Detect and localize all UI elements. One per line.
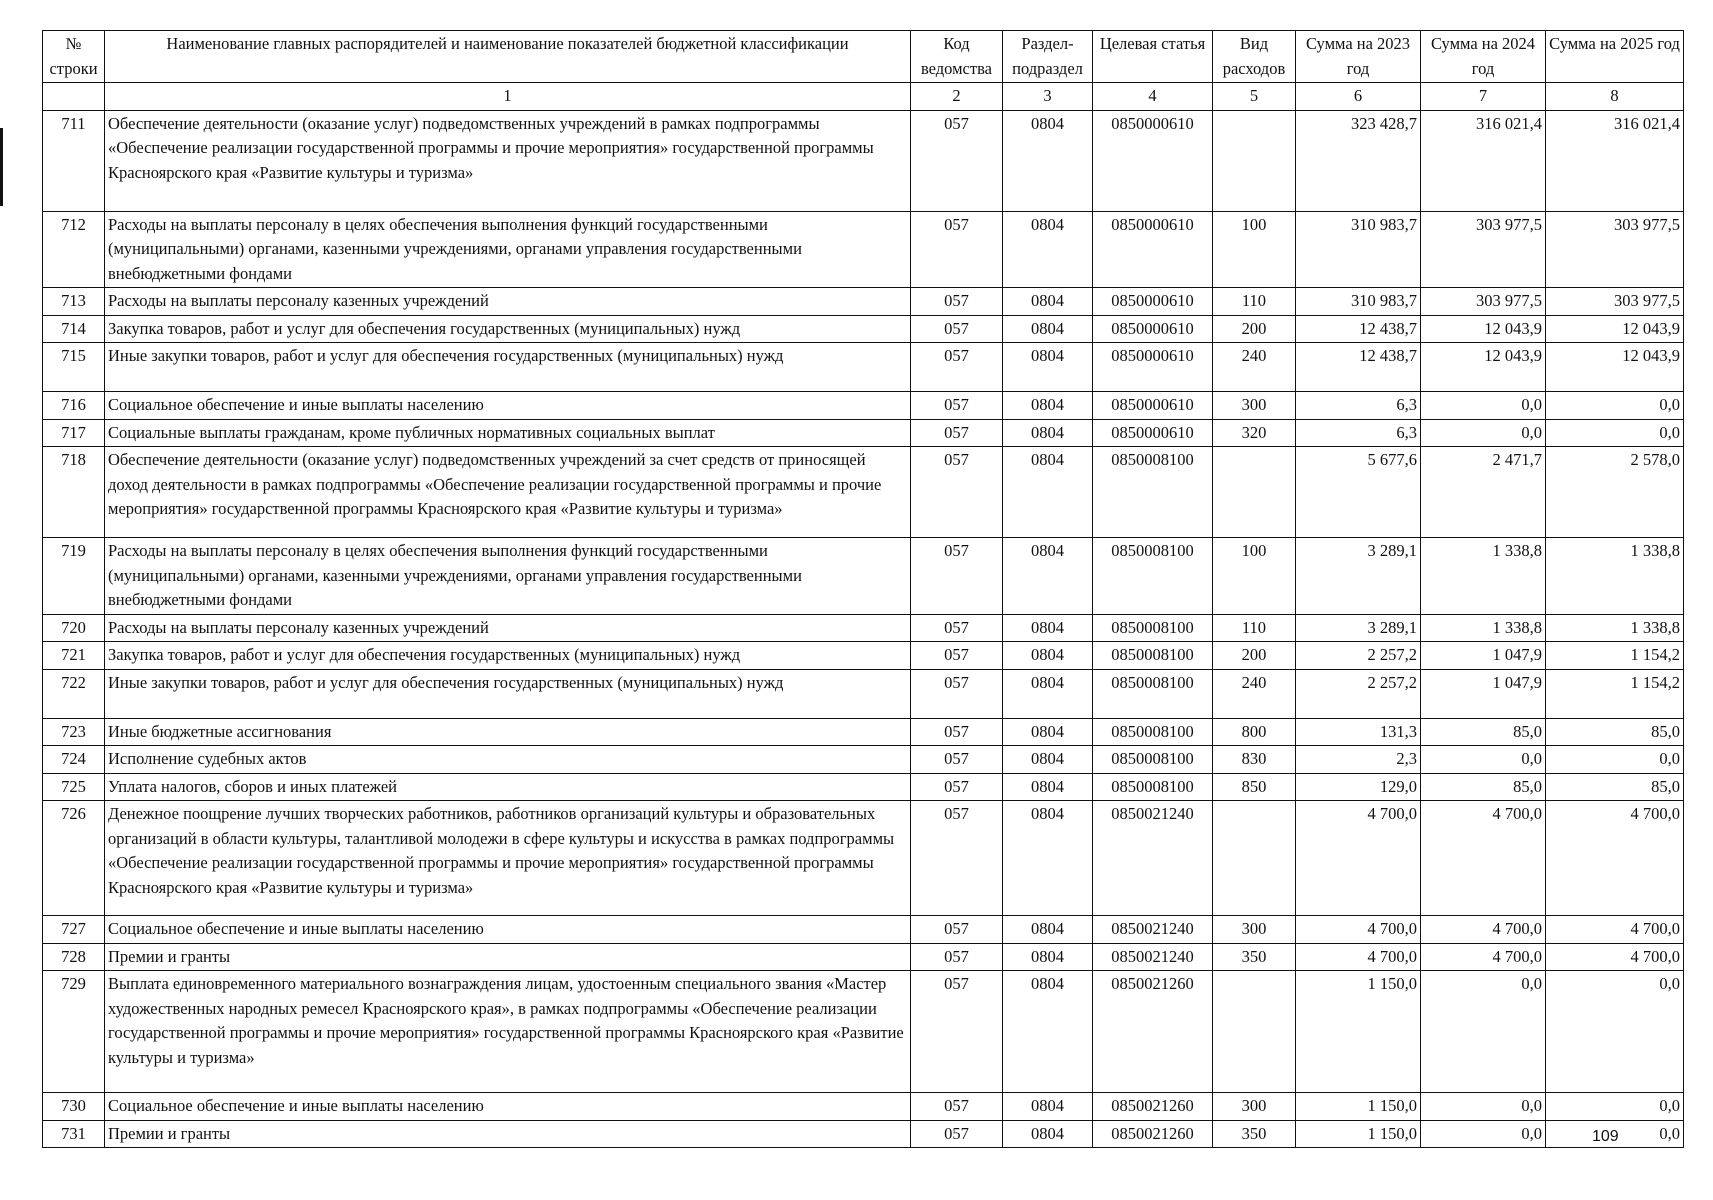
- sum-2025-cell: 0,0: [1546, 971, 1684, 1093]
- target-cell: 0850000610: [1093, 211, 1213, 288]
- row-number-cell: 722: [43, 669, 105, 718]
- section-cell: 0804: [1003, 614, 1093, 642]
- header-sum-2024: Сумма на 2024 год: [1421, 31, 1546, 83]
- table-row: [43, 614, 1684, 642]
- table-row: [43, 392, 1684, 420]
- target-cell: 0850000610: [1093, 419, 1213, 447]
- section-cell: 0804: [1003, 746, 1093, 774]
- kind-cell: [1213, 971, 1296, 1093]
- sum-2024-cell: 12 043,9: [1421, 343, 1546, 392]
- sum-2024-cell: 4 700,0: [1421, 943, 1546, 971]
- column-number: 4: [1093, 83, 1213, 111]
- name-cell: Уплата налогов, сборов и иных платежей: [105, 773, 911, 801]
- section-cell: 0804: [1003, 211, 1093, 288]
- dept-code-cell: 057: [911, 343, 1003, 392]
- sum-2023-cell: 310 983,7: [1296, 211, 1421, 288]
- table-row: [43, 447, 1684, 538]
- sum-2023-cell: 3 289,1: [1296, 614, 1421, 642]
- table-row: [43, 1093, 1684, 1121]
- row-number-cell: 721: [43, 642, 105, 670]
- sum-2024-cell: 0,0: [1421, 1120, 1546, 1148]
- section-cell: 0804: [1003, 110, 1093, 211]
- sum-2024-cell: 0,0: [1421, 746, 1546, 774]
- name-cell: Социальное обеспечение и иные выплаты населению: [105, 392, 911, 420]
- kind-cell: 300: [1213, 392, 1296, 420]
- sum-2025-cell: 1 154,2: [1546, 669, 1684, 718]
- column-number: [43, 83, 105, 111]
- dept-code-cell: 057: [911, 614, 1003, 642]
- row-number-cell: 716: [43, 392, 105, 420]
- name-cell: Социальное обеспечение и иные выплаты населению: [105, 1093, 911, 1121]
- sum-2023-cell: 1 150,0: [1296, 1093, 1421, 1121]
- kind-cell: 100: [1213, 211, 1296, 288]
- sum-2024-cell: 0,0: [1421, 1093, 1546, 1121]
- sum-2025-cell: 0,0: [1546, 1120, 1684, 1148]
- sum-2023-cell: 129,0: [1296, 773, 1421, 801]
- sum-2025-cell: 12 043,9: [1546, 343, 1684, 392]
- dept-code-cell: 057: [911, 746, 1003, 774]
- name-cell: Закупка товаров, работ и услуг для обеспечения государственных (муниципальных) нужд: [105, 315, 911, 343]
- sum-2025-cell: 0,0: [1546, 1093, 1684, 1121]
- sum-2023-cell: 5 677,6: [1296, 447, 1421, 538]
- section-cell: 0804: [1003, 1120, 1093, 1148]
- name-cell: Обеспечение деятельности (оказание услуг) подведомственных учреждений за счет средств от приносящей доход деятельности в рамках подпрограммы «Обеспечение реализации государственной программы и прочие мероприятия» государственной программы Красноярского края «Развитие культуры и туризма»: [105, 447, 911, 538]
- sum-2025-cell: 1 338,8: [1546, 614, 1684, 642]
- header-sum-2023: Сумма на 2023 год: [1296, 31, 1421, 83]
- kind-cell: 830: [1213, 746, 1296, 774]
- name-cell: Премии и гранты: [105, 943, 911, 971]
- target-cell: 0850021260: [1093, 1120, 1213, 1148]
- sum-2023-cell: 12 438,7: [1296, 343, 1421, 392]
- row-number-cell: 731: [43, 1120, 105, 1148]
- row-number-cell: 723: [43, 718, 105, 746]
- table-row: [43, 642, 1684, 670]
- name-cell: Денежное поощрение лучших творческих работников, работников организаций культуры и образовательных организаций в области культуры, талантливой молодежи в сфере культуры и искусства в рамках подпрограммы «Обеспечение реализации государственной программы и прочие мероприятия» государственной программы Красноярского края «Развитие культуры и туризма»: [105, 801, 911, 916]
- table-row: [43, 801, 1684, 916]
- sum-2025-cell: 0,0: [1546, 419, 1684, 447]
- dept-code-cell: 057: [911, 288, 1003, 316]
- section-cell: 0804: [1003, 773, 1093, 801]
- row-number-cell: 718: [43, 447, 105, 538]
- section-cell: 0804: [1003, 718, 1093, 746]
- kind-cell: 110: [1213, 614, 1296, 642]
- section-cell: 0804: [1003, 669, 1093, 718]
- sum-2023-cell: 310 983,7: [1296, 288, 1421, 316]
- sum-2024-cell: 0,0: [1421, 419, 1546, 447]
- section-cell: 0804: [1003, 315, 1093, 343]
- dept-code-cell: 057: [911, 718, 1003, 746]
- section-cell: 0804: [1003, 642, 1093, 670]
- row-number-cell: 724: [43, 746, 105, 774]
- dept-code-cell: 057: [911, 1093, 1003, 1121]
- sum-2024-cell: 12 043,9: [1421, 315, 1546, 343]
- sum-2025-cell: 1 154,2: [1546, 642, 1684, 670]
- name-cell: Иные бюджетные ассигнования: [105, 718, 911, 746]
- dept-code-cell: 057: [911, 538, 1003, 615]
- sum-2023-cell: 12 438,7: [1296, 315, 1421, 343]
- dept-code-cell: 057: [911, 315, 1003, 343]
- kind-cell: 800: [1213, 718, 1296, 746]
- sum-2025-cell: 85,0: [1546, 718, 1684, 746]
- section-cell: 0804: [1003, 538, 1093, 615]
- page-number: 109: [1592, 1128, 1619, 1145]
- target-cell: 0850008100: [1093, 447, 1213, 538]
- kind-cell: 320: [1213, 419, 1296, 447]
- sum-2025-cell: 316 021,4: [1546, 110, 1684, 211]
- table-row: [43, 538, 1684, 615]
- target-cell: 0850008100: [1093, 773, 1213, 801]
- kind-cell: [1213, 447, 1296, 538]
- name-cell: Расходы на выплаты персоналу казенных учреждений: [105, 288, 911, 316]
- table-row: [43, 971, 1684, 1093]
- row-number-cell: 711: [43, 110, 105, 211]
- section-cell: 0804: [1003, 801, 1093, 916]
- sum-2025-cell: 0,0: [1546, 392, 1684, 420]
- sum-2024-cell: 303 977,5: [1421, 211, 1546, 288]
- sum-2025-cell: 303 977,5: [1546, 211, 1684, 288]
- sum-2023-cell: 3 289,1: [1296, 538, 1421, 615]
- sum-2023-cell: 1 150,0: [1296, 971, 1421, 1093]
- column-number-row: [43, 83, 1684, 111]
- column-number: 6: [1296, 83, 1421, 111]
- section-cell: 0804: [1003, 943, 1093, 971]
- target-cell: 0850000610: [1093, 288, 1213, 316]
- name-cell: Расходы на выплаты персоналу в целях обеспечения выполнения функций государственными (муниципальными) органами, казенными учреждениями, органами управления государственными внебюджетными фондами: [105, 538, 911, 615]
- row-number-cell: 729: [43, 971, 105, 1093]
- sum-2023-cell: 2,3: [1296, 746, 1421, 774]
- sum-2025-cell: 2 578,0: [1546, 447, 1684, 538]
- sum-2023-cell: 131,3: [1296, 718, 1421, 746]
- budget-table: [42, 30, 1684, 1148]
- dept-code-cell: 057: [911, 1120, 1003, 1148]
- row-number-cell: 730: [43, 1093, 105, 1121]
- kind-cell: 850: [1213, 773, 1296, 801]
- dept-code-cell: 057: [911, 773, 1003, 801]
- sum-2025-cell: 303 977,5: [1546, 288, 1684, 316]
- name-cell: Иные закупки товаров, работ и услуг для обеспечения государственных (муниципальных) нужд: [105, 669, 911, 718]
- sum-2024-cell: 1 338,8: [1421, 538, 1546, 615]
- table-row: [43, 943, 1684, 971]
- sum-2024-cell: 85,0: [1421, 773, 1546, 801]
- dept-code-cell: 057: [911, 916, 1003, 944]
- target-cell: 0850021240: [1093, 943, 1213, 971]
- sum-2024-cell: 4 700,0: [1421, 801, 1546, 916]
- name-cell: Социальное обеспечение и иные выплаты населению: [105, 916, 911, 944]
- name-cell: Обеспечение деятельности (оказание услуг) подведомственных учреждений в рамках подпрограммы «Обеспечение реализации государственной программы и прочие мероприятия» государственной программы Красноярского края «Развитие культуры и туризма»: [105, 110, 911, 211]
- sum-2024-cell: 2 471,7: [1421, 447, 1546, 538]
- dept-code-cell: 057: [911, 211, 1003, 288]
- kind-cell: [1213, 801, 1296, 916]
- target-cell: 0850008100: [1093, 718, 1213, 746]
- target-cell: 0850008100: [1093, 642, 1213, 670]
- table-body: [43, 110, 1684, 1148]
- dept-code-cell: 057: [911, 447, 1003, 538]
- column-number: 3: [1003, 83, 1093, 111]
- sum-2025-cell: 4 700,0: [1546, 916, 1684, 944]
- target-cell: 0850008100: [1093, 669, 1213, 718]
- target-cell: 0850008100: [1093, 614, 1213, 642]
- kind-cell: 350: [1213, 943, 1296, 971]
- sum-2025-cell: 12 043,9: [1546, 315, 1684, 343]
- row-number-cell: 728: [43, 943, 105, 971]
- kind-cell: 300: [1213, 1093, 1296, 1121]
- kind-cell: 200: [1213, 642, 1296, 670]
- sum-2023-cell: 4 700,0: [1296, 943, 1421, 971]
- kind-cell: 350: [1213, 1120, 1296, 1148]
- section-cell: 0804: [1003, 288, 1093, 316]
- sum-2023-cell: 6,3: [1296, 392, 1421, 420]
- name-cell: Премии и гранты: [105, 1120, 911, 1148]
- target-cell: 0850021240: [1093, 801, 1213, 916]
- column-number: 1: [105, 83, 911, 111]
- kind-cell: [1213, 110, 1296, 211]
- table-row: [43, 315, 1684, 343]
- sum-2025-cell: 4 700,0: [1546, 801, 1684, 916]
- section-cell: 0804: [1003, 971, 1093, 1093]
- dept-code-cell: 057: [911, 392, 1003, 420]
- section-cell: 0804: [1003, 447, 1093, 538]
- table-row: [43, 773, 1684, 801]
- row-number-cell: 726: [43, 801, 105, 916]
- target-cell: 0850000610: [1093, 343, 1213, 392]
- sum-2025-cell: 1 338,8: [1546, 538, 1684, 615]
- target-cell: 0850021240: [1093, 916, 1213, 944]
- section-cell: 0804: [1003, 916, 1093, 944]
- name-cell: Социальные выплаты гражданам, кроме публичных нормативных социальных выплат: [105, 419, 911, 447]
- sum-2023-cell: 1 150,0: [1296, 1120, 1421, 1148]
- section-cell: 0804: [1003, 1093, 1093, 1121]
- name-cell: Выплата единовременного материального вознаграждения лицам, удостоенным специального звания «Мастер художественных народных ремесел Красноярского края», в рамках подпрограммы «Обеспечение реализации государственной программы и прочие мероприятия» государственной программы Красноярского края «Развитие культуры и туризма»: [105, 971, 911, 1093]
- table-row: [43, 1120, 1684, 1148]
- name-cell: Иные закупки товаров, работ и услуг для обеспечения государственных (муниципальных) нужд: [105, 343, 911, 392]
- header-dept-code: Код ведомства: [911, 31, 1003, 83]
- dept-code-cell: 057: [911, 642, 1003, 670]
- sum-2024-cell: 316 021,4: [1421, 110, 1546, 211]
- sum-2023-cell: 4 700,0: [1296, 916, 1421, 944]
- section-cell: 0804: [1003, 419, 1093, 447]
- row-number-cell: 714: [43, 315, 105, 343]
- name-cell: Расходы на выплаты персоналу в целях обеспечения выполнения функций государственными (муниципальными) органами, казенными учреждениями, органами управления государственными внебюджетными фондами: [105, 211, 911, 288]
- scan-margin-mark: [0, 128, 3, 206]
- header-name: Наименование главных распорядителей и наименование показателей бюджетной классификации: [105, 31, 911, 83]
- sum-2024-cell: 0,0: [1421, 392, 1546, 420]
- header-target: Целевая статья: [1093, 31, 1213, 83]
- row-number-cell: 719: [43, 538, 105, 615]
- kind-cell: 240: [1213, 343, 1296, 392]
- row-number-cell: 720: [43, 614, 105, 642]
- row-number-cell: 715: [43, 343, 105, 392]
- sum-2023-cell: 2 257,2: [1296, 669, 1421, 718]
- column-number: 2: [911, 83, 1003, 111]
- sum-2023-cell: 6,3: [1296, 419, 1421, 447]
- kind-cell: 110: [1213, 288, 1296, 316]
- section-cell: 0804: [1003, 343, 1093, 392]
- table-row: [43, 916, 1684, 944]
- dept-code-cell: 057: [911, 801, 1003, 916]
- sum-2024-cell: 1 338,8: [1421, 614, 1546, 642]
- section-cell: 0804: [1003, 392, 1093, 420]
- kind-cell: 200: [1213, 315, 1296, 343]
- table-row: [43, 343, 1684, 392]
- sum-2024-cell: 0,0: [1421, 971, 1546, 1093]
- sum-2023-cell: 2 257,2: [1296, 642, 1421, 670]
- dept-code-cell: 057: [911, 943, 1003, 971]
- target-cell: 0850000610: [1093, 315, 1213, 343]
- table-row: [43, 669, 1684, 718]
- sum-2023-cell: 323 428,7: [1296, 110, 1421, 211]
- row-number-cell: 712: [43, 211, 105, 288]
- kind-cell: 100: [1213, 538, 1296, 615]
- target-cell: 0850000610: [1093, 110, 1213, 211]
- sum-2024-cell: 303 977,5: [1421, 288, 1546, 316]
- dept-code-cell: 057: [911, 110, 1003, 211]
- row-number-cell: 713: [43, 288, 105, 316]
- sum-2024-cell: 85,0: [1421, 718, 1546, 746]
- name-cell: Расходы на выплаты персоналу казенных учреждений: [105, 614, 911, 642]
- kind-cell: 240: [1213, 669, 1296, 718]
- target-cell: 0850008100: [1093, 538, 1213, 615]
- sum-2025-cell: 0,0: [1546, 746, 1684, 774]
- row-number-cell: 717: [43, 419, 105, 447]
- table-row: [43, 746, 1684, 774]
- table-row: [43, 288, 1684, 316]
- header-kind: Вид расходов: [1213, 31, 1296, 83]
- row-number-cell: 727: [43, 916, 105, 944]
- header-section: Раздел-подраздел: [1003, 31, 1093, 83]
- sum-2023-cell: 4 700,0: [1296, 801, 1421, 916]
- column-number: 7: [1421, 83, 1546, 111]
- dept-code-cell: 057: [911, 419, 1003, 447]
- name-cell: Закупка товаров, работ и услуг для обеспечения государственных (муниципальных) нужд: [105, 642, 911, 670]
- dept-code-cell: 057: [911, 669, 1003, 718]
- name-cell: Исполнение судебных актов: [105, 746, 911, 774]
- sum-2024-cell: 1 047,9: [1421, 642, 1546, 670]
- sum-2025-cell: 4 700,0: [1546, 943, 1684, 971]
- table-row: [43, 211, 1684, 288]
- target-cell: 0850021260: [1093, 971, 1213, 1093]
- dept-code-cell: 057: [911, 971, 1003, 1093]
- header-row-no: № строки: [43, 31, 105, 83]
- target-cell: 0850000610: [1093, 392, 1213, 420]
- column-number: 8: [1546, 83, 1684, 111]
- header-row: [43, 31, 1684, 83]
- target-cell: 0850021260: [1093, 1093, 1213, 1121]
- column-number: 5: [1213, 83, 1296, 111]
- sum-2024-cell: 4 700,0: [1421, 916, 1546, 944]
- kind-cell: 300: [1213, 916, 1296, 944]
- sum-2025-cell: 85,0: [1546, 773, 1684, 801]
- row-number-cell: 725: [43, 773, 105, 801]
- target-cell: 0850008100: [1093, 746, 1213, 774]
- table-row: [43, 419, 1684, 447]
- sum-2024-cell: 1 047,9: [1421, 669, 1546, 718]
- header-sum-2025: Сумма на 2025 год: [1546, 31, 1684, 83]
- table-row: [43, 110, 1684, 211]
- table-header: [43, 31, 1684, 111]
- table-row: [43, 718, 1684, 746]
